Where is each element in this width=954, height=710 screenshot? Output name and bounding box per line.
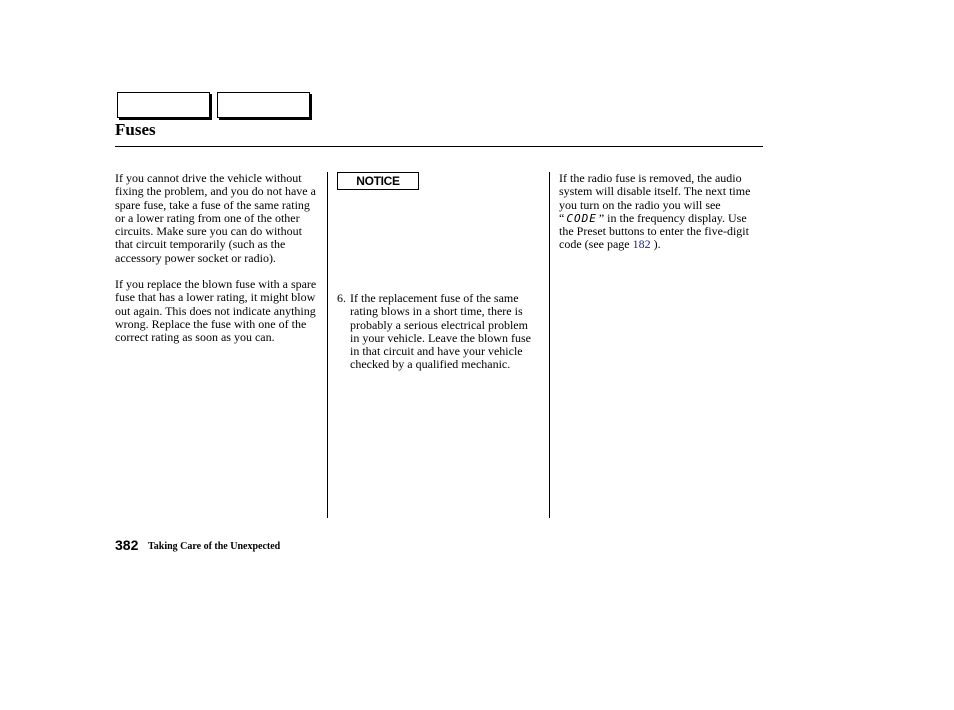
notice-label: NOTICE: [337, 172, 419, 190]
title-rule: [115, 146, 763, 147]
radio-fuse-paragraph: [559, 172, 757, 252]
step-6: [337, 292, 537, 372]
radio-text-middle: ” in the frequency display. Use the Preset buttons to enter the five-digit code (see page: [559, 210, 749, 252]
paragraph-spare-fuse: If you cannot drive the vehicle without fixing the problem, and you do not have a spare fuse, take a fuse of the same rating or a lower rating from one of the other circuits. Make sure you can do without that circuit temporarily (such as the accessory power socket or radio).: [115, 171, 316, 265]
page-number: 382: [115, 537, 139, 553]
column-left: [115, 172, 321, 345]
step-number: 6.: [337, 291, 346, 305]
page-title: Fuses: [115, 120, 156, 139]
page-link-182[interactable]: 182: [632, 237, 651, 252]
radio-display-code: CODE: [566, 211, 597, 225]
column-right: [559, 172, 757, 252]
step-text: If the replacement fuse of the same rating blows in a short time, there is probably a serious electrical problem in your vehicle. Leave the blown fuse in that circuit and have your vehicle checked by a qualified mechanic.: [350, 291, 531, 372]
nav-button-1[interactable]: [117, 92, 210, 118]
section-title: Taking Care of the Unexpected: [148, 541, 281, 552]
radio-text-after: ).: [650, 237, 661, 252]
paragraph-lower-rating: If you replace the blown fuse with a spare fuse that has a lower rating, it might blow out again. This does not indicate anything wrong. Replace the fuse with one of the correct rating as soon as you can.: [115, 277, 317, 345]
nav-button-2[interactable]: [217, 92, 310, 118]
radio-text-before: If the radio fuse is removed, the audio system will disable itself. The next time you turn on the radio you will see “: [559, 171, 751, 225]
column-divider-1: [327, 172, 328, 518]
column-divider-2: [549, 172, 550, 518]
